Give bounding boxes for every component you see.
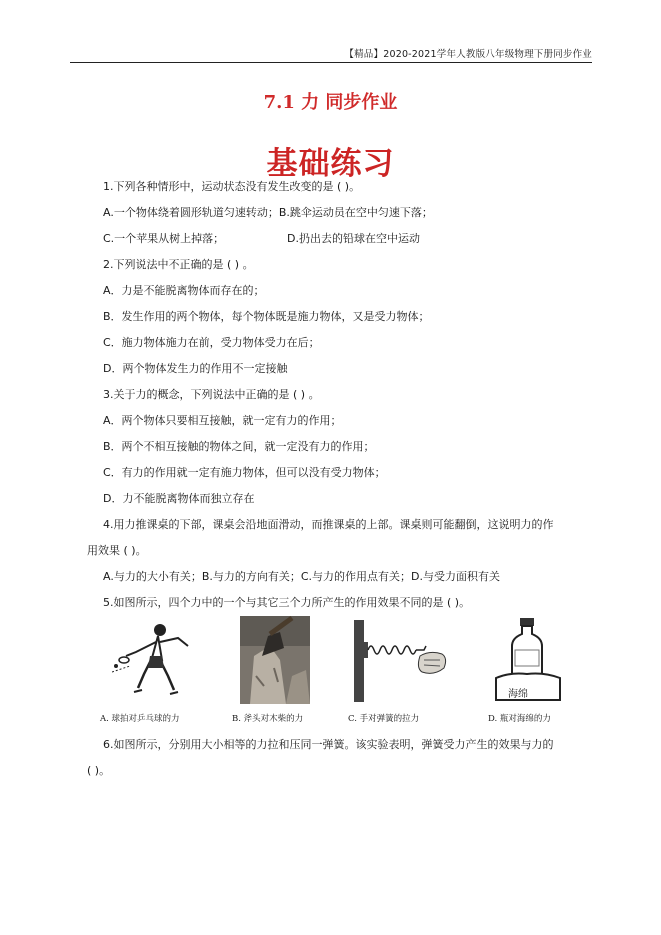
question-3: 3.关于力的概念，下列说法中正确的是 ( ) 。	[103, 388, 320, 401]
bottle-sponge-figure	[492, 616, 564, 702]
question-4-cont: 用效果 ( )。	[87, 544, 147, 557]
figure-b-caption: B. 斧头对木柴的力	[232, 714, 304, 724]
question-2-option-c: C．施力物体施力在前，受力物体受力在后；	[103, 336, 320, 349]
header-divider	[70, 62, 592, 63]
question-1-options-ab: A.一个物体绕着圆形轨道匀速转动；B.跳伞运动员在空中匀速下落；	[103, 206, 433, 219]
question-5-figures	[0, 612, 661, 722]
figure-d-caption: D. 瓶对海绵的力	[488, 714, 551, 724]
section-heading: 基础练习	[266, 146, 395, 182]
question-2-option-b: B．发生作用的两个物体，每个物体既是施力物体，又是受力物体；	[103, 310, 430, 323]
question-6-cont: ( )。	[87, 764, 111, 777]
table-tennis-figure	[112, 616, 202, 708]
question-1-option-d: D.扔出去的铅球在空中运动	[287, 232, 420, 245]
question-2-option-d: D．两个物体发生力的作用不一定接触	[103, 362, 288, 375]
question-2: 2.下列说法中不正确的是 ( ) 。	[103, 258, 254, 271]
question-1: 1.下列各种情形中，运动状态没有发生改变的是 ( )。	[103, 180, 361, 193]
question-3-option-b: B．两个不相互接触的物体之间，就一定没有力的作用；	[103, 440, 375, 453]
question-3-option-d: D．力不能脱离物体而独立存在	[103, 492, 255, 505]
question-4: 4.用力推课桌的下部，课桌会沿地面滑动，而推课桌的上部。课桌则可能翻倒，这说明力的作	[103, 518, 554, 531]
spring-pull-figure	[350, 620, 450, 702]
question-2-option-a: A．力是不能脱离物体而存在的；	[103, 284, 265, 297]
figure-a-caption: A. 球拍对乒乓球的力	[100, 714, 180, 724]
axe-wood-photo	[240, 616, 310, 704]
question-6: 6.如图所示，分别用大小相等的力拉和压同一弹簧。该实验表明，弹簧受力产生的效果与力的	[103, 738, 554, 751]
question-3-option-a: A．两个物体只要相互接触，就一定有力的作用；	[103, 414, 342, 427]
question-3-option-c: C．有力的作用就一定有施力物体，但可以没有受力物体；	[103, 466, 386, 479]
question-5: 5.如图所示，四个力中的一个与其它三个力所产生的作用效果不同的是 ( )。	[103, 596, 471, 609]
figure-c-caption: C. 手对弹簧的拉力	[348, 714, 420, 724]
question-4-options: A.与力的大小有关；B.与力的方向有关；C.与力的作用点有关；D.与受力面积有关	[103, 570, 501, 583]
page-title: 7.1 力 同步作业	[263, 92, 398, 113]
sponge-label: 海绵	[508, 689, 528, 700]
page-header: 【精品】2020-2021学年人教版八年级物理下册同步作业	[344, 49, 592, 60]
question-1-option-c: C.一个苹果从树上掉落；	[103, 232, 225, 245]
